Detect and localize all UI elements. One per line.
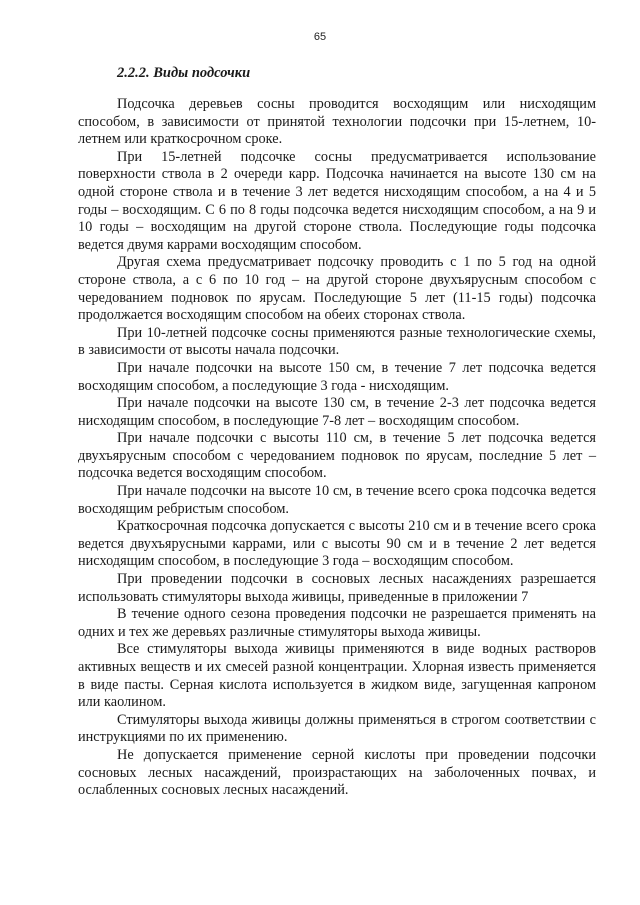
section-heading: 2.2.2. Виды подсочки — [117, 65, 251, 81]
paragraph: При начале подсочки на высоте 130 см, в течение 2-3 лет подсочка ведется нисходящим способом, в последующие 7-8 лет – восходящим способом. — [78, 395, 596, 429]
paragraph: В течение одного сезона проведения подсочки не разрешается применять на одних и тех же деревьях различные стимуляторы выхода живицы. — [78, 606, 596, 640]
paragraph: Не допускается применение серной кислоты при проведении подсочки сосновых лесных насаждений, произрастающих на заболоченных почвах, и ослабленных сосновых лесных насаждений. — [78, 746, 596, 799]
paragraph: Подсочка деревьев сосны проводится восходящим или нисходящим способом, в зависимости от принятой технологии подсочки при 15-летнем, 10-летнем или краткосрочном сроке. — [78, 96, 596, 148]
page-number: 65 — [313, 31, 327, 43]
paragraph: При проведении подсочки в сосновых лесных насаждениях разрешается использовать стимуляторы выхода живицы, приведенные в приложении 7 — [78, 571, 596, 605]
paragraph: При начале подсочки на высоте 150 см, в течение 7 лет подсочка ведется восходящим способом, а последующие 3 года - нисходящим. — [78, 359, 596, 394]
paragraph: При 10-летней подсочке сосны применяются разные технологические схемы, в зависимости от высоты начала подсочки. — [78, 324, 596, 359]
paragraph: Другая схема предусматривает подсочку проводить с 1 по 5 год на одной стороне ствола, а с 6 по 10 год – на другой стороне двухъярусным способом с чередованием подновок по ярусам. Последующие 5 лет (11-15 годы) подсочка продолжается восходящим способом на обеих сторонах ствола. — [78, 254, 596, 324]
paragraph: Все стимуляторы выхода живицы применяются в виде водных растворов активных веществ и их смесей разной концентрации. Хлорная известь применяется в виде пасты. Серная кислота используется в жидком виде, загущенная капроном или каолином. — [78, 641, 596, 711]
body-text — [78, 96, 596, 800]
paragraph: При начале подсочки с высоты 110 см, в течение 5 лет подсочка ведется двухъярусным способом с чередованием подновок по ярусам, последние 5 лет – подсочка ведется восходящим способом. — [78, 430, 596, 482]
paragraph: При начале подсочки на высоте 10 см, в течение всего срока подсочка ведется восходящим ребристым способом. — [78, 483, 596, 517]
paragraph: Стимуляторы выхода живицы должны применяться в строгом соответствии с инструкциями по их применению. — [78, 711, 596, 746]
paragraph: Краткосрочная подсочка допускается с высоты 210 см и в течение всего срока ведется двухъярусными каррами, или с высоты 90 см и в течение 2 лет ведется нисходящим способом, в последующие 3 года – восходящим способом. — [78, 518, 596, 570]
paragraph: При 15-летней подсочке сосны предусматривается использование поверхности ствола в 2 очереди карр. Подсочка начинается на высоте 130 см на одной стороне ствола и в течение 3 лет ведется нисходящим способом, а на 4 и 5 годы – восходящим. С 6 по 8 годы подсочка ведется нисходящим способом, а на 9 и 10 годы – восходящим на другой стороне ствола. Последующие годы подсочка ведется двумя каррами восходящим способом. — [78, 148, 596, 253]
